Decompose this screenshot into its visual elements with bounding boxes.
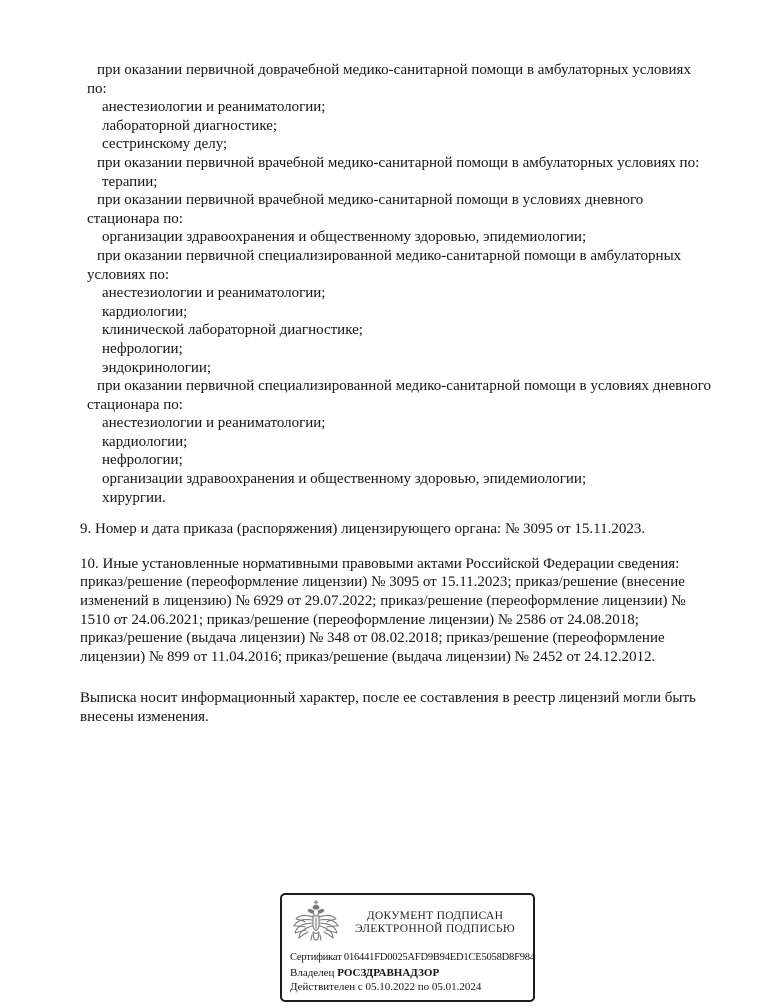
- text-line: анестезиологии и реаниматологии;: [102, 99, 326, 116]
- text-line: стационара по:: [87, 396, 183, 413]
- text-line: нефрологии;: [102, 452, 183, 469]
- text-line: анестезиологии и реаниматологии;: [102, 285, 326, 302]
- disclaimer-paragraph: [80, 689, 720, 726]
- text-line: кардиологии;: [102, 433, 188, 450]
- document-body: [80, 61, 720, 727]
- text-line: лицензии) № 899 от 11.04.2016; приказ/решение (выдача лицензии) № 2452 от 24.12.2012.: [80, 648, 656, 665]
- stamp-title: [343, 910, 527, 937]
- text-line: нефрологии;: [102, 340, 183, 357]
- text-line: условиях по:: [87, 266, 170, 283]
- item-9-paragraph: [80, 520, 720, 539]
- electronic-signature-stamp: [280, 893, 535, 1002]
- services-list: [80, 61, 720, 507]
- text-line: кардиологии;: [102, 303, 188, 320]
- text-line: организации здравоохранения и общественному здоровью, эпидемиологии;: [102, 471, 587, 488]
- double-headed-eagle-icon: [289, 899, 343, 947]
- text-line: по:: [87, 80, 107, 97]
- stamp-header: [282, 895, 533, 947]
- text-line: эндокринологии;: [102, 359, 212, 376]
- text-line: 9. Номер и дата приказа (распоряжения) лицензирующего органа: № 3095 от 15.11.2023.: [80, 521, 646, 538]
- stamp-title-line2: ЭЛЕКТРОННОЙ ПОДПИСЬЮ: [355, 923, 515, 935]
- text-line: изменений в лицензию) № 6929 от 29.07.2022; приказ/решение (переоформление лицензии) №: [80, 593, 686, 610]
- owner-line: [290, 966, 525, 981]
- text-line: анестезиологии и реаниматологии;: [102, 415, 326, 432]
- text-line: приказ/решение (переоформление лицензии) № 3095 от 15.11.2023; приказ/решение (внесение: [80, 574, 685, 591]
- text-line: при оказании первичной специализированной медико-санитарной помощи в условиях дневного: [97, 378, 711, 395]
- stamp-details: [282, 947, 533, 995]
- certificate-line: [290, 951, 535, 966]
- text-line: при оказании первичной специализированной медико-санитарной помощи в амбулаторных: [97, 247, 682, 264]
- text-line: лабораторной диагностике;: [102, 117, 278, 134]
- text-line: приказ/решение (выдача лицензии) № 348 от 08.02.2018; приказ/решение (переоформление: [80, 630, 665, 647]
- text-line: при оказании первичной врачебной медико-санитарной помощи в амбулаторных условиях по:: [97, 154, 700, 171]
- text-line: внесены изменения.: [80, 709, 209, 725]
- text-line: хирургии.: [102, 489, 166, 506]
- owner-value: РОСЗДРАВНАДЗОР: [337, 966, 440, 979]
- text-line: при оказании первичной доврачебной медико-санитарной помощи в амбулаторных условиях: [97, 62, 691, 78]
- text-line: Выписка носит информационный характер, после ее составления в реестр лицензий могли быть: [80, 690, 696, 707]
- certificate-label: Сертификат: [290, 952, 342, 963]
- stamp-title-line1: ДОКУМЕНТ ПОДПИСАН: [366, 909, 504, 922]
- text-line: стационара по:: [87, 210, 183, 227]
- text-line: 10. Иные установленные нормативными правовыми актами Российской Федерации сведения:: [80, 555, 680, 572]
- item-10-paragraph: [80, 555, 720, 667]
- text-line: 1510 от 24.06.2021; приказ/решение (переоформление лицензии) № 2586 от 24.08.2018;: [80, 611, 639, 628]
- validity-line: Действителен с 05.10.2022 по 05.01.2024: [290, 981, 482, 993]
- text-line: сестринскому делу;: [102, 136, 228, 153]
- text-line: терапии;: [102, 173, 158, 190]
- certificate-value: 016441FD0025AFD9B94ED1CE5058D8F984: [343, 952, 535, 963]
- text-line: организации здравоохранения и общественному здоровью, эпидемиологии;: [102, 229, 587, 246]
- text-line: клинической лабораторной диагностике;: [102, 322, 363, 339]
- owner-label: Владелец: [290, 966, 335, 979]
- text-line: при оказании первичной врачебной медико-санитарной помощи в условиях дневного: [97, 192, 644, 209]
